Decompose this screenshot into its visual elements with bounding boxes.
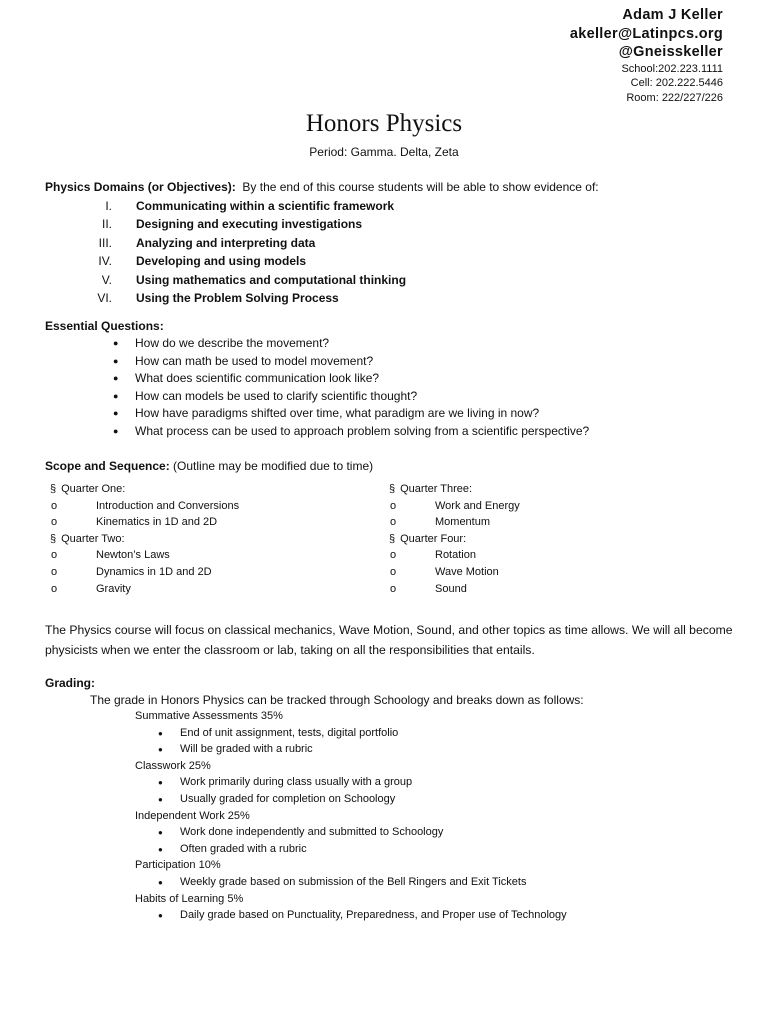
section-mark-icon: §: [50, 532, 57, 545]
essential-question-text: What process can be used to approach problem solving from a scientific perspective?: [135, 424, 590, 438]
quarter-heading: [389, 483, 472, 495]
course-description: The Physics course will focus on classical mechanics, Wave Motion, Sound, and other topics as time allows. We will all become physicists when we enter the classroom or lab, taking on all the responsibilities that entails.: [45, 623, 733, 657]
quarter-heading: [50, 533, 125, 545]
sub-bullet-icon: o: [51, 566, 58, 578]
domain-numeral: II.: [101, 217, 112, 232]
sub-bullet-icon: o: [390, 516, 397, 529]
essential-question-text: How do we describe the movement?: [135, 336, 330, 350]
domain-numeral: IV.: [98, 254, 112, 269]
grading-category: Classwork 25%: [135, 759, 211, 772]
contact-block: [570, 6, 723, 105]
school-phone: School:202.223.1111: [621, 62, 723, 75]
bullet-icon: ●: [158, 778, 163, 788]
section-mark-icon: §: [50, 483, 57, 495]
sub-bullet-icon: o: [390, 499, 397, 512]
grading-category: Independent Work 25%: [135, 809, 250, 822]
grading-point: Weekly grade based on submission of the Bell Ringers and Exit Tickets: [180, 876, 527, 888]
grading-heading-line: [45, 676, 95, 690]
bullet-icon: ●: [158, 828, 163, 838]
grading-category: Habits of Learning 5%: [135, 892, 244, 905]
period-line: Period: Gamma. Delta, Zeta: [309, 145, 459, 159]
sub-bullet-icon: o: [390, 566, 397, 578]
topic-item: Newton’s Laws: [96, 549, 170, 562]
bullet-icon: ●: [113, 390, 119, 401]
topic-item: Kinematics in 1D and 2D: [96, 516, 218, 529]
bullet-icon: ●: [113, 408, 119, 419]
domain-numeral: VI.: [97, 291, 112, 305]
quarter-heading: [50, 483, 125, 495]
bullet-icon: ●: [158, 878, 163, 887]
domain-text: Communicating within a scientific framework: [136, 199, 395, 213]
author-name: Adam J Keller: [622, 7, 723, 23]
domains-intro: By the end of this course students will be able to show evidence of:: [242, 180, 599, 194]
domain-text: Analyzing and interpreting data: [136, 235, 316, 250]
grading-point: Often graded with a rubric: [180, 842, 307, 855]
room-numbers: Room: 222/227/226: [626, 91, 723, 104]
domain-text: Developing and using models: [136, 254, 307, 269]
grading-point: Work done independently and submitted to Schoology: [180, 826, 444, 839]
grading-point: Usually graded for completion on Schoology: [180, 793, 396, 805]
bullet-icon: ●: [158, 745, 163, 755]
topic-item: Dynamics in 1D and 2D: [96, 566, 212, 578]
topic-item: Introduction and Conversions: [96, 499, 240, 512]
grading-category: Participation 10%: [135, 859, 221, 872]
grading-category: Summative Assessments 35%: [135, 710, 283, 722]
author-handle: @Gneisskeller: [618, 44, 723, 60]
section-mark-icon: §: [389, 532, 396, 545]
grading-point: Daily grade based on Punctuality, Preparedness, and Proper use of Technology: [180, 909, 567, 922]
topic-item: Rotation: [435, 549, 476, 562]
sub-bullet-icon: o: [51, 516, 58, 529]
quarter-label: Quarter Four:: [400, 532, 467, 545]
bullet-icon: ●: [113, 426, 119, 436]
quarter-label: Quarter Two:: [61, 532, 125, 545]
essential-question-text: How can models be used to clarify scientific thought?: [135, 388, 418, 403]
domain-text: Designing and executing investigations: [136, 217, 363, 232]
bullet-icon: ●: [113, 355, 119, 366]
essential-question-text: What does scientific communication look like?: [135, 371, 380, 386]
grading-heading: Grading:: [45, 676, 95, 690]
bullet-icon: ●: [158, 911, 163, 921]
scope-heading: Scope and Sequence:: [45, 459, 170, 473]
scope-note: (Outline may be modified due to time): [173, 459, 374, 473]
cell-phone: Cell: 202.222.5446: [630, 77, 723, 89]
bullet-icon: ●: [113, 373, 119, 384]
essential-question-text: How can math be used to model movement?: [135, 353, 374, 368]
sub-bullet-icon: o: [390, 582, 397, 595]
topic-item: Work and Energy: [435, 499, 520, 512]
bullet-icon: ●: [158, 844, 163, 854]
essential-heading: Essential Questions:: [45, 319, 164, 333]
bullet-icon: ●: [158, 728, 163, 738]
quarter-heading: [389, 533, 466, 545]
grading-point: End of unit assignment, tests, digital portfolio: [180, 726, 399, 739]
domain-text: Using mathematics and computational thinking: [136, 272, 407, 287]
sub-bullet-icon: o: [51, 499, 58, 512]
grading-point: Work primarily during class usually with a group: [180, 776, 413, 789]
sub-bullet-icon: o: [390, 549, 397, 562]
domains-heading: Physics Domains (or Objectives):: [45, 180, 236, 194]
domain-numeral: I.: [105, 199, 112, 213]
grading-point: Will be graded with a rubric: [180, 743, 313, 756]
essential-question-text: How have paradigms shifted over time, what paradigm are we living in now?: [135, 406, 540, 421]
domain-numeral: III.: [98, 235, 112, 250]
author-email: akeller@Latinpcs.org: [569, 25, 723, 42]
domains-heading-line: [45, 180, 599, 194]
topic-item: Momentum: [435, 516, 491, 529]
quarter-label: Quarter One:: [61, 483, 126, 495]
topic-item: Wave Motion: [435, 566, 499, 578]
quarter-label: Quarter Three:: [400, 483, 473, 495]
topic-item: Gravity: [96, 582, 131, 595]
bullet-icon: ●: [158, 795, 163, 804]
topic-item: Sound: [435, 582, 467, 595]
sub-bullet-icon: o: [51, 549, 58, 562]
domain-text: Using the Problem Solving Process: [136, 291, 339, 305]
scope-heading-line: [45, 459, 373, 473]
essential-heading-line: [45, 319, 164, 333]
section-mark-icon: §: [389, 483, 396, 495]
domain-numeral: V.: [101, 272, 112, 287]
sub-bullet-icon: o: [51, 582, 58, 595]
grading-intro: The grade in Honors Physics can be tracked through Schoology and breaks down as follows:: [90, 693, 584, 707]
page-title: Honors Physics: [305, 110, 463, 137]
bullet-icon: ●: [113, 338, 119, 348]
